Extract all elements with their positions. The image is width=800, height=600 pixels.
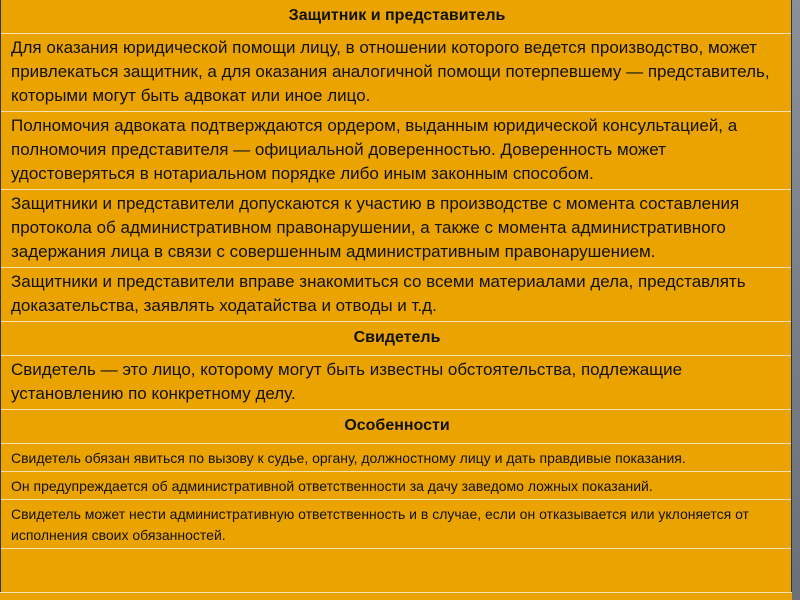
section-header-defender-representative: Защитник и представитель (1, 0, 791, 34)
table-row: Свидетель может нести административную ответственность и в случае, если он отказывается или уклоняется от исполнения своих обязанностей. (1, 500, 791, 549)
table-row-cutoff (0, 592, 792, 600)
table-row: Свидетель обязан явиться по вызову к судье, органу, должностному лицу и дать правдивые показания. (1, 444, 791, 472)
table-row: Полномочия адвоката подтверждаются ордером, выданным юридической консультацией, а полномочия представителя — официальной доверенностью. Доверенность может удостоверяться в нотариальном порядке либо иным законным способом. (1, 112, 791, 190)
table-row: Он предупреждается об административной ответственности за дачу заведомо ложных показаний. (1, 472, 791, 500)
table-row: Защитники и представители вправе знакомиться со всеми материалами дела, представлять доказательства, заявлять ходатайства и отводы и т.д. (1, 268, 791, 322)
section-header-witness: Свидетель (1, 322, 791, 356)
table-row: Свидетель — это лицо, которому могут быть известны обстоятельства, подлежащие установлению по конкретному делу. (1, 356, 791, 410)
table-row: Для оказания юридической помощи лицу, в отношении которого ведется производство, может привлекаться защитник, а для оказания аналогичной помощи потерпевшему — представитель, которыми могут быть адвокат или иное лицо. (1, 34, 791, 112)
section-header-features: Особенности (1, 410, 791, 444)
slide-edge-strip (792, 0, 800, 600)
table-row: Защитники и представители допускаются к участию в производстве с момента составления протокола об административном правонарушении, а также с момента административного задержания лица в связи с совершенным административным правонарушением. (1, 190, 791, 268)
